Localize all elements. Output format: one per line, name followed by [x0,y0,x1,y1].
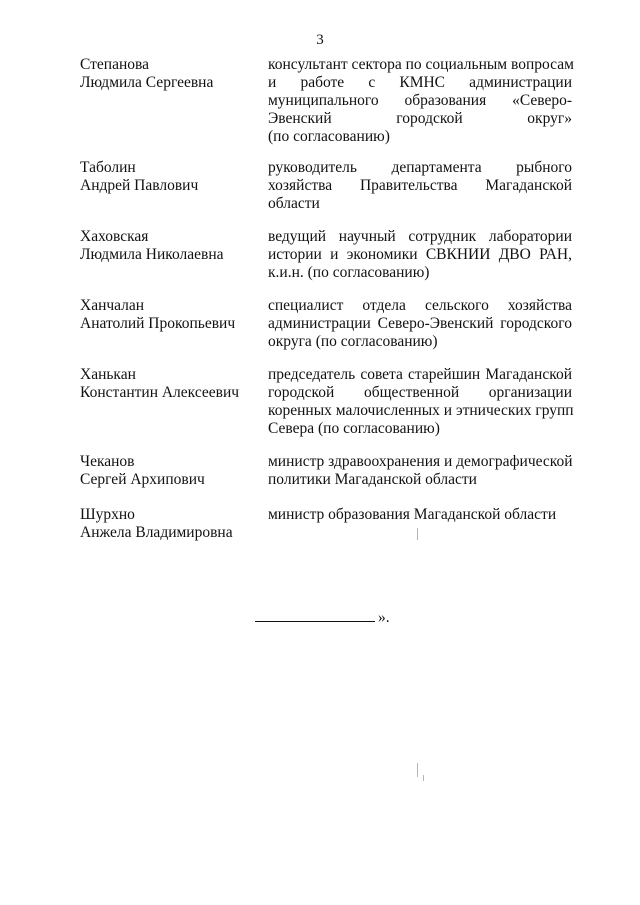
member-name [80,297,255,333]
member-given-names: Андрей Павлович [80,177,199,194]
position-line: и работе с КМНС администрации [268,74,572,91]
scan-artifact [417,763,418,777]
closing-quote: ». [378,609,390,626]
member-surname: Шурхно [80,506,135,523]
member-given-names: Людмила Сергеевна [80,74,214,91]
member-surname: Хаховская [80,228,149,245]
member-position [268,297,572,351]
position-line: руководитель департамента рыбного [268,159,572,176]
page-number: 3 [316,32,324,48]
scan-artifact [417,528,418,540]
position-line: председатель совета старейшин Магаданской [268,366,572,383]
member-surname: Чеканов [80,453,135,470]
member-name [80,453,255,489]
member-name [80,228,255,264]
member-position [268,228,572,282]
member-given-names: Сергей Архипович [80,471,205,488]
member-name [80,506,255,542]
position-line: ведущий научный сотрудник лаборатории [268,228,572,245]
member-name [80,159,255,195]
member-given-names: Анатолий Прокопьевич [80,315,236,332]
position-line: Эвенский городской округ» [268,110,572,127]
member-given-names: Константин Алексеевич [80,384,240,401]
position-line: к.и.н. (по согласованию) [268,264,430,281]
member-surname: Таболин [80,159,136,176]
position-line: хозяйства Правительства Магаданской [268,177,572,194]
member-position [268,506,572,524]
position-line: политики Магаданской области [268,471,477,488]
position-line: округа (по согласованию) [268,333,438,350]
position-line: городской общественной организации [268,384,572,401]
position-line: (по согласованию) [268,128,390,145]
position-line: области [268,195,320,212]
position-line: администрации Северо-Эвенский городского [268,315,572,332]
position-line: специалист отдела сельского хозяйства [268,297,572,314]
closing-mark [255,609,390,627]
member-name [80,56,255,92]
member-given-names: Анжела Владимировна [80,524,233,541]
position-line: министр образования Магаданской области [268,506,557,523]
position-line: Севера (по согласованию) [268,420,440,437]
member-position [268,453,572,489]
member-position [268,159,572,213]
scan-artifact [423,775,424,781]
member-position [268,366,572,438]
position-line: коренных малочисленных и этнических групп [268,402,574,419]
position-line: министр здравоохранения и демографической [268,453,573,470]
member-surname: Ханькан [80,366,136,383]
member-surname: Ханчалан [80,297,145,314]
position-line: истории и экономики СВКНИИ ДВО РАН, [268,246,572,263]
member-name [80,366,255,402]
member-surname: Степанова [80,56,150,73]
position-line: консультант сектора по социальным вопросам [268,56,574,73]
position-line: муниципального образования «Северо- [268,92,572,109]
closing-rule [255,621,375,622]
member-position [268,56,572,146]
member-given-names: Людмила Николаевна [80,246,224,263]
